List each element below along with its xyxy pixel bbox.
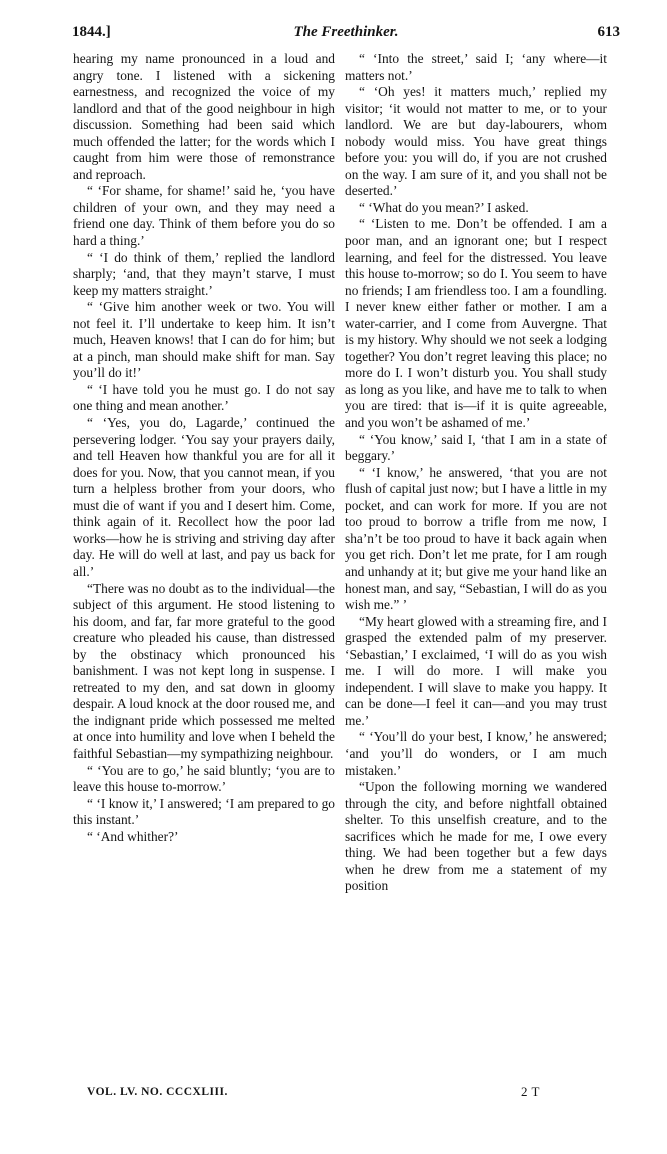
volume-line: VOL. LV. NO. CCCXLIII.: [87, 1086, 228, 1098]
paragraph: “ ‘Give him another week or two. You will not feel it. I’ll undertake to keep him. It isn’t much, Heaven knows! that I can do for him; but at a pinch, man should make shift for man. Say you’ll do it!’: [73, 299, 335, 381]
page-number: 613: [597, 24, 620, 40]
paragraph: “ ‘I know it,’ I answered; ‘I am prepared to go this instant.’: [73, 795, 335, 828]
left-column: [73, 51, 335, 845]
paragraph: “ ‘I do think of them,’ replied the landlord sharply; ‘and, that they mayn’t starve, I must keep my matters straight.’: [73, 249, 335, 298]
paragraph: “ ‘I have told you he must go. I do not say one thing and mean another.’: [73, 381, 335, 414]
paragraph: “ ‘Listen to me. Don’t be offended. I am a poor man, and an ignorant one; but I respect learning, and feel for the distressed. You leave this house to-morrow; so do I. You seem to have no friends; I am friendless too. I am a foundling. I never knew either father or mother. I am a water-carrier, and I come from Auvergne. That is my history. Why should we not seek a lodging together? You don’t regret leaving this place; no more do I. I won’t disturb you. You shall study as long as you like, and have me to talk to when you are tired: that is—if it is quite agreeable, and you won’t be ashamed of me.’: [345, 216, 607, 431]
paragraph: “ ‘You are to go,’ he said bluntly; ‘you are to leave this house to-morrow.’: [73, 762, 335, 795]
right-column: [345, 51, 607, 895]
paragraph: hearing my name pronounced in a loud and angry tone. I listened with a sickening earnestness, and recognized the voice of my landlord and that of the good neighbour in high discussion. Something had been said which much offended the latter; for the words which I caught from him were those of remonstrance and reproach.: [73, 51, 335, 182]
running-header: [70, 24, 622, 46]
paragraph: “My heart glowed with a streaming fire, and I grasped the extended palm of my preserver. ‘Sebastian,’ I exclaimed, ‘I will do as you wish me. I will do more. I will make you independent. I will slave to make you happy. It can be done—I feel it can—and you may trust me.’: [345, 613, 607, 728]
paragraph: “ ‘Into the street,’ said I; ‘any where—it matters not.’: [345, 51, 607, 83]
page-footer: [73, 1086, 623, 1104]
paragraph: “ ‘You know,’ said I, ‘that I am in a state of beggary.’: [345, 431, 607, 464]
paragraph: “ ‘For shame, for shame!’ said he, ‘you have children of your own, and they may need a friend one day. Think of them before you do so hard a thing.’: [73, 183, 335, 249]
header-year: 1844.]: [72, 24, 111, 40]
paragraph: “ ‘Oh yes! it matters much,’ replied my visitor; ‘it would not matter to me, or to your landlord. We are but day-labourers, whom nobody would miss. You have great things before you: you will do, if you are not crushed on the way. I am sure of it, and you shall not be deserted.’: [345, 84, 607, 199]
header-title: The Freethinker.: [293, 24, 399, 40]
paragraph: “ ‘You’ll do your best, I know,’ he answered; ‘and you’ll do wonders, or I am much mistaken.’: [345, 729, 607, 778]
paragraph: “ ‘Yes, you do, Lagarde,’ continued the persevering lodger. ‘You say your prayers daily, and tell Heaven how thankful you are for all it does for you. Now, that you cannot mean, if you turn a helpless brother from your doors, who must die of want if you and I desert him. Come, think again of it. Recollect how the poor lad works—how he is striving and striving day after day. He will do well at last, and pay us back for all.’: [73, 415, 335, 579]
paragraph: “ ‘I know,’ he answered, ‘that you are not flush of capital just now; but I have a little in my pocket, and can work for more. If you are not too proud to borrow a trifle from me now, I sha’n’t be too proud to have it back again when you get rich. Don’t let me prate, for I am rough and unhandy at it; but give me your hand like an honest man, and say, “Sebastian, I will do as you wish me.” ’: [345, 464, 607, 613]
paragraph: “Upon the following morning we wandered through the city, and before nightfall obtained shelter. To this unselfish creature, and to the sacrifices which he made for me, I owe every thing. We had been together but a few days when he drew from me a statement of my position: [345, 779, 607, 894]
paragraph: “ ‘What do you mean?’ I asked.: [359, 199, 529, 215]
signature-mark: 2 T: [521, 1084, 540, 1099]
paragraph: “There was no doubt as to the individual—the subject of this argument. He stood listening to his doom, and far, far more grateful to the good creature who pleaded his cause, than distressed by the obstinacy which pronounced his banishment. I was not kept long in suspense. I retreated to my den, and sat down in gloomy despair. A loud knock at the door roused me, and the indignant pride which possessed me melted at once into humility and love when I beheld the faithful Sebastian—my sympathizing neighbour.: [73, 580, 335, 761]
paragraph: “ ‘And whither?’: [87, 828, 179, 844]
